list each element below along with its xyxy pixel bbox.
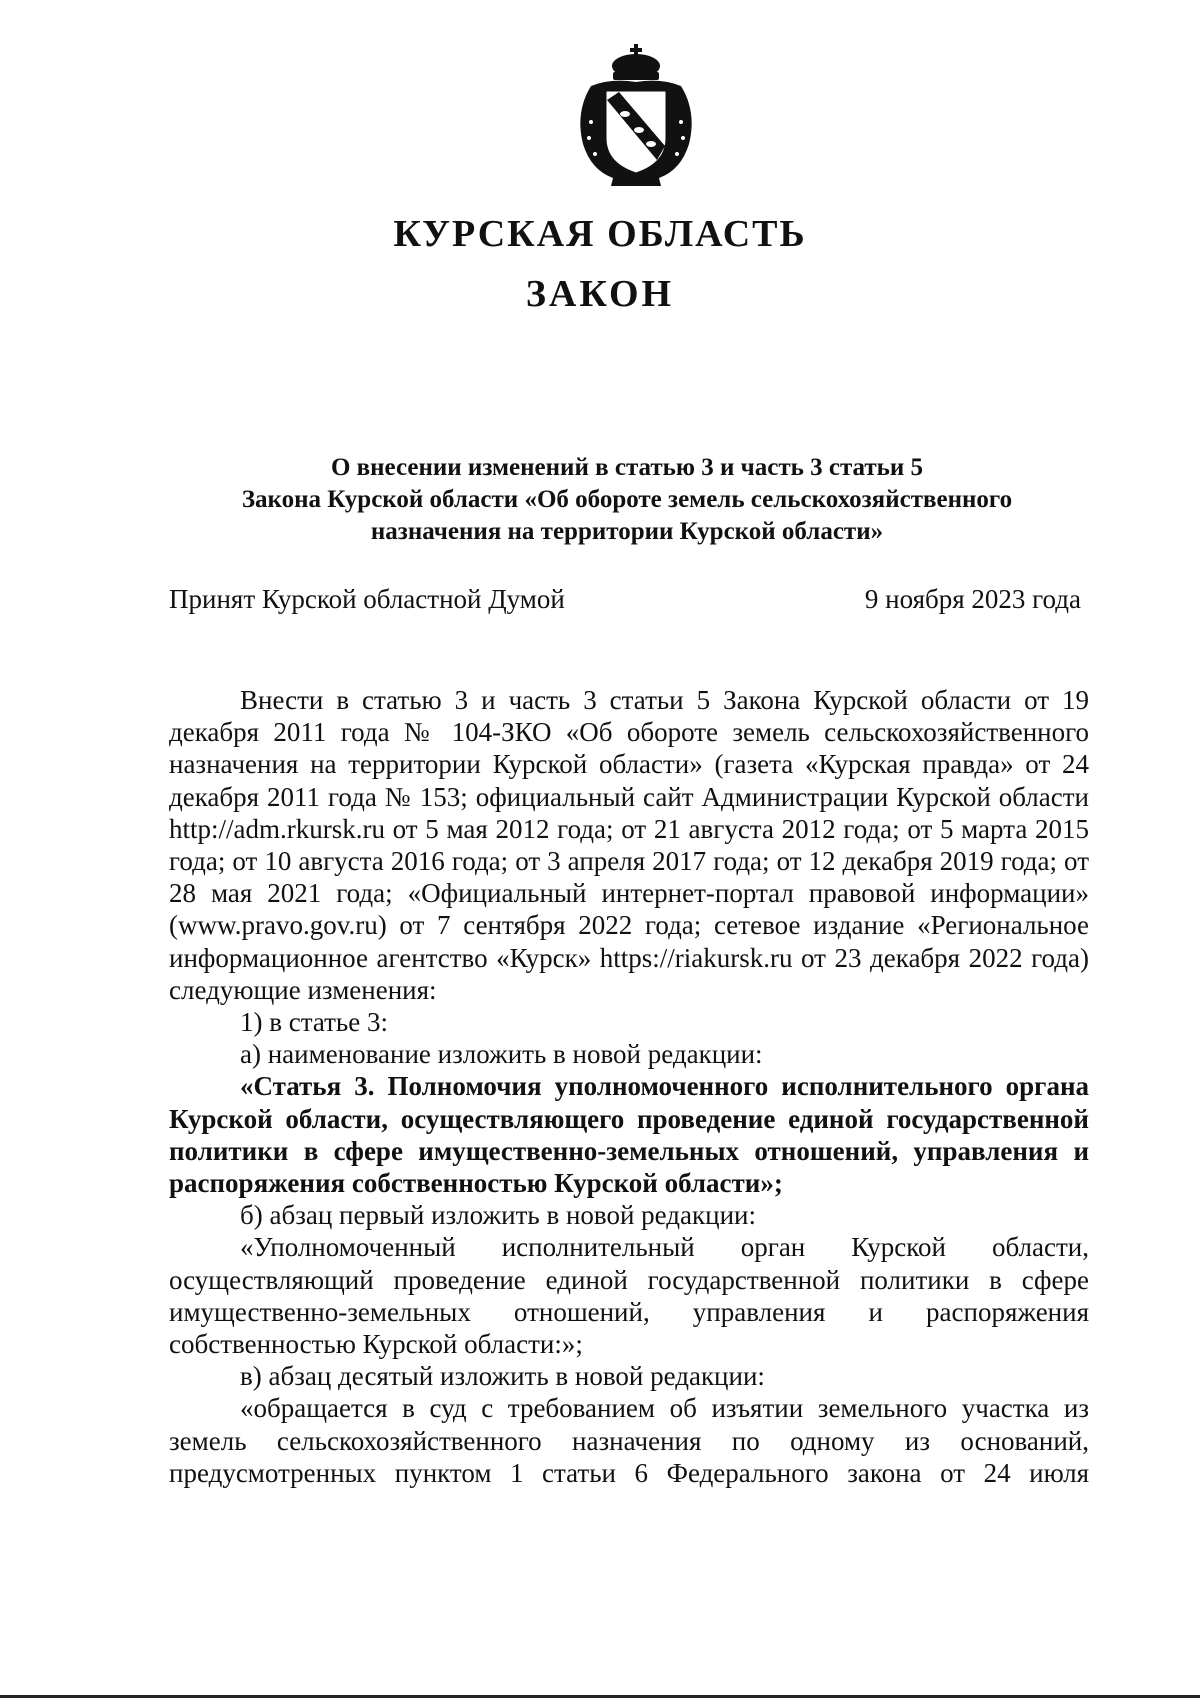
adopted-by: Принят Курской областной Думой [169, 584, 565, 614]
region-heading: КУРСКАЯ ОБЛАСТЬ [393, 213, 807, 255]
law-body [169, 684, 1089, 1489]
law-title-line: Закона Курской области «Об обороте земель сельскохозяйственного [241, 486, 1013, 513]
item-a: а) наименование изложить в новой редакции: [240, 1039, 763, 1070]
document-type-heading: ЗАКОН [525, 273, 675, 315]
paragraph-v-quote: «обращается в суд с требованием об изъятии земельного участка из земель сельскохозяйственного назначения по одному из оснований, предусмотренных пунктом 1 статьи 6 Федерального закона от 24 июля [169, 1393, 1089, 1488]
article-title-quote: «Статья 3. Полномочия уполномоченного исполнительного органа Курской области, осуществляющего проведение единой государственной политики в сфере имущественно-земельных отношений, управления и распоряжения собственностью Курской области»; [169, 1071, 1089, 1199]
item-1: 1) в статье 3: [240, 1007, 388, 1038]
intro-paragraph: Внести в статью 3 и часть 3 статьи 5 Закона Курской области от 19 декабря 2011 года № 104-ЗКО «Об обороте земель сельскохозяйственного назначения на территории Курской области» (газета «Курская правда» от 24 декабря 2011 года № 153; официальный сайт Администрации Курской области http://adm.rkursk.ru от 5 мая 2012 года; от 21 августа 2012 года; от 5 марта 2015 года; от 10 августа 2016 года; от 3 апреля 2017 года; от 12 декабря 2019 года; от 28 мая 2021 года; «Официальный интернет-портал правовой информации» (www.pravo.gov.ru) от 7 сентября 2022 года; сетевое издание «Региональное информационное агентство «Курск» https://riakursk.ru от 23 декабря 2022 года) следующие изменения: [169, 685, 1089, 1005]
law-title [160, 452, 1094, 548]
adoption-date: 9 ноября 2023 года [864, 584, 1081, 614]
item-v: в) абзац десятый изложить в новой редакции: [240, 1361, 765, 1392]
page-bottom-edge [0, 1695, 1200, 1698]
kursk-coat-of-arms-icon [561, 42, 711, 192]
adoption-line [169, 582, 1081, 616]
paragraph-b-quote: «Уполномоченный исполнительный орган Курской области, осуществляющий проведение единой государственной политики в сфере имущественно-земельных отношений, управления и распоряжения собственностью Курской области:»; [169, 1232, 1089, 1360]
law-title-line: О внесении изменений в статью 3 и часть 3 статьи 5 [330, 454, 924, 481]
item-b: б) абзац первый изложить в новой редакции: [240, 1200, 756, 1231]
law-title-line: назначения на территории Курской области» [370, 518, 884, 545]
